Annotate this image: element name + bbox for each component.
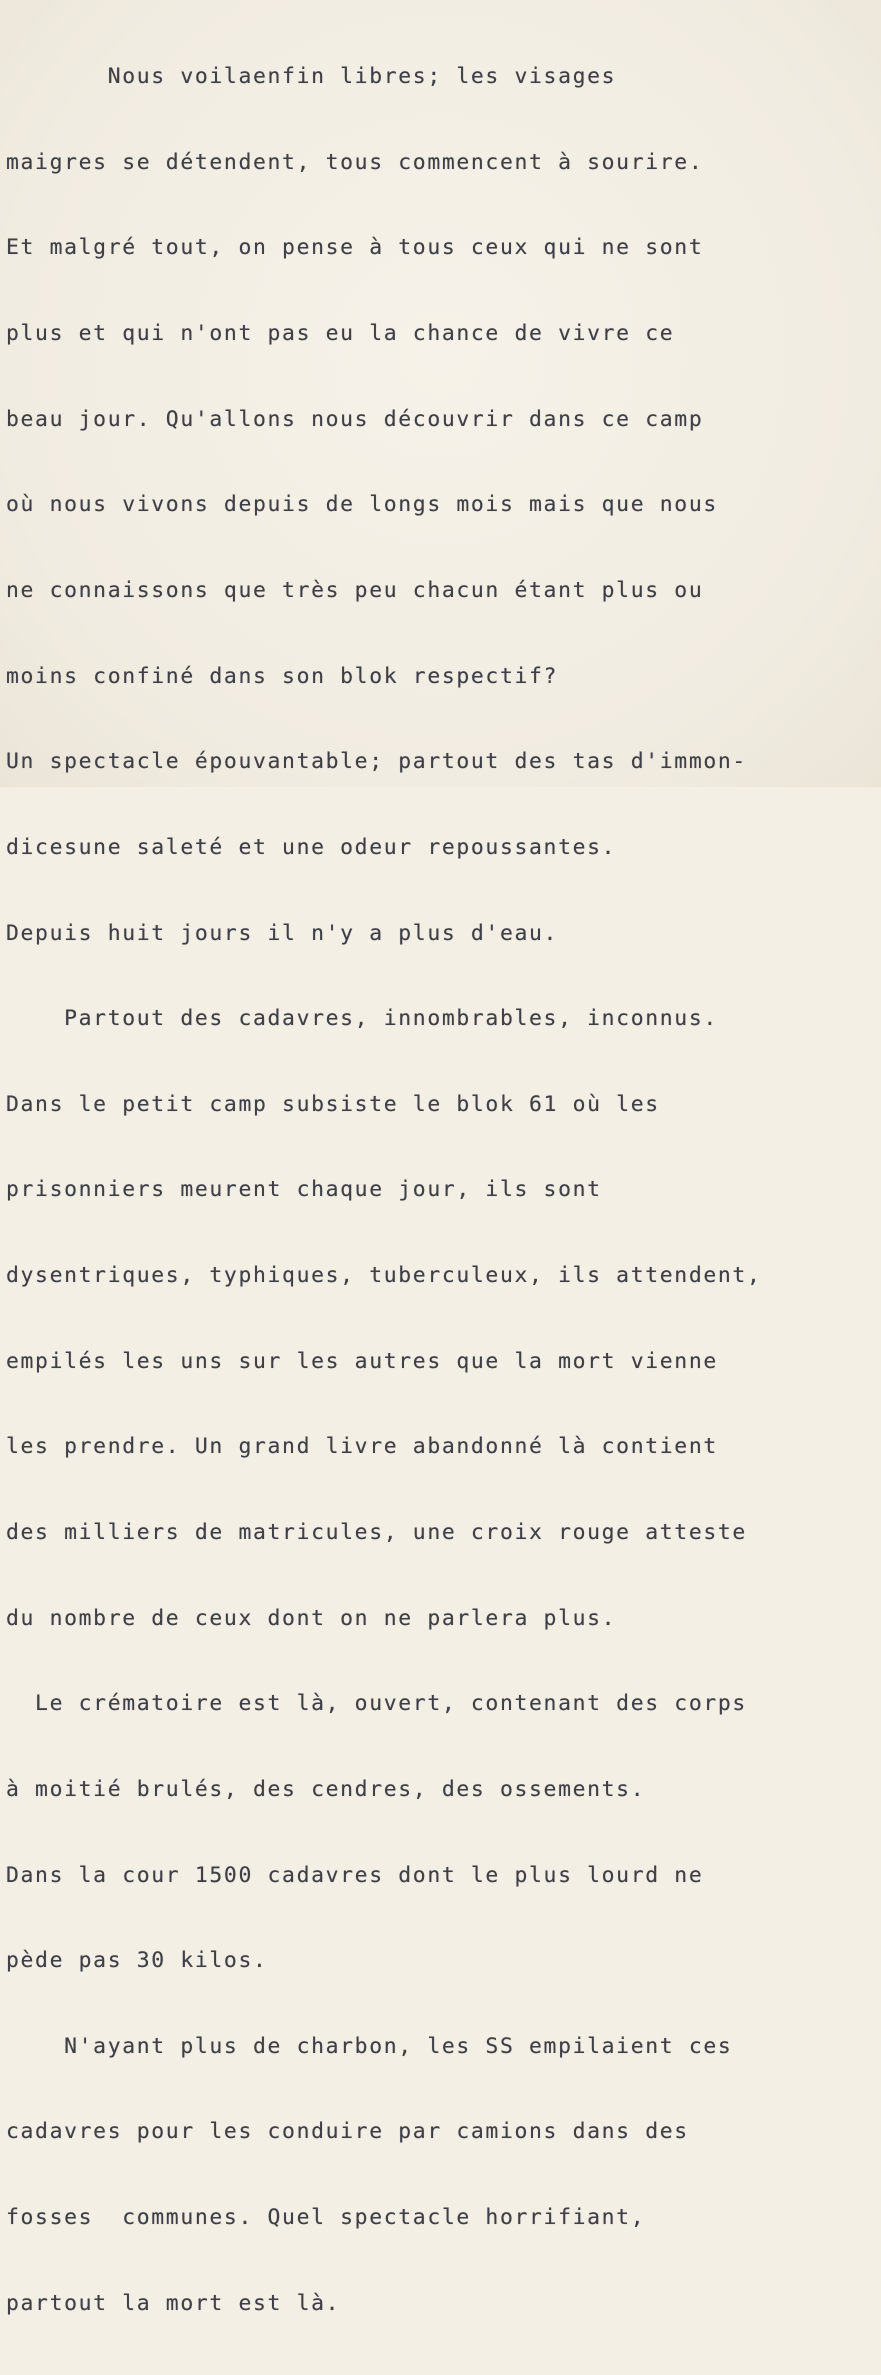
text-line: fosses communes. Quel spectacle horrifiant, [6, 2205, 646, 2231]
text-line: des milliers de matricules, une croix rouge atteste [6, 1519, 747, 1545]
text-line: plus et qui n'ont pas eu la chance de vivre ce [6, 321, 675, 347]
text-line: empilés les uns sur les autres que la mort vienne [6, 1348, 718, 1374]
text-line: partout la mort est là. [6, 2290, 341, 2316]
text-line: où nous vivons depuis de longs mois mais que nous [6, 492, 718, 518]
text-line: Partout des cadavres, innombrables, inconnus. [6, 1006, 718, 1032]
text-line: ne connaissons que très peu chacun étant plus ou [6, 577, 704, 603]
text-line: N'ayant plus de charbon, les SS empilaient ces [6, 2033, 733, 2059]
text-line: beau jour. Qu'allons nous découvrir dans ce camp [6, 406, 704, 432]
text-line: Le crématoire est là, ouvert, contenant des corps [6, 1691, 747, 1717]
text-line: Un spectacle épouvantable; partout des tas d'immon- [6, 749, 747, 775]
text-line: à moitié brulés, des cendres, des ossements. [6, 1776, 646, 1802]
text-line: maigres se détendent, tous commencent à sourire. [6, 149, 704, 175]
text-line: pède pas 30 kilos. [6, 1948, 268, 1974]
text-line: du nombre de ceux dont on ne parlera plus. [6, 1605, 617, 1631]
text-line: cadavres pour les conduire par camions dans des [6, 2119, 689, 2145]
text-line: Nous voilaenfin libres; les visages [6, 64, 617, 90]
text-line: prisonniers meurent chaque jour, ils sont [6, 1177, 602, 1203]
text-line: les prendre. Un grand livre abandonné là contient [6, 1434, 718, 1460]
text-line: moins confiné dans son blok respectif? [6, 663, 559, 689]
typewritten-text [6, 6, 761, 2375]
text-line: Dans la cour 1500 cadavres dont le plus lourd ne [6, 1862, 704, 1888]
text-line: Dans le petit camp subsiste le blok 61 où les [6, 1091, 660, 1117]
text-line: dicesune saleté et une odeur repoussantes. [6, 834, 617, 860]
text-line: Depuis huit jours il n'y a plus d'eau. [6, 920, 559, 946]
text-line: Et malgré tout, on pense à tous ceux qui ne sont [6, 235, 704, 261]
text-line: dysentriques, typhiques, tuberculeux, ils attendent, [6, 1263, 762, 1289]
